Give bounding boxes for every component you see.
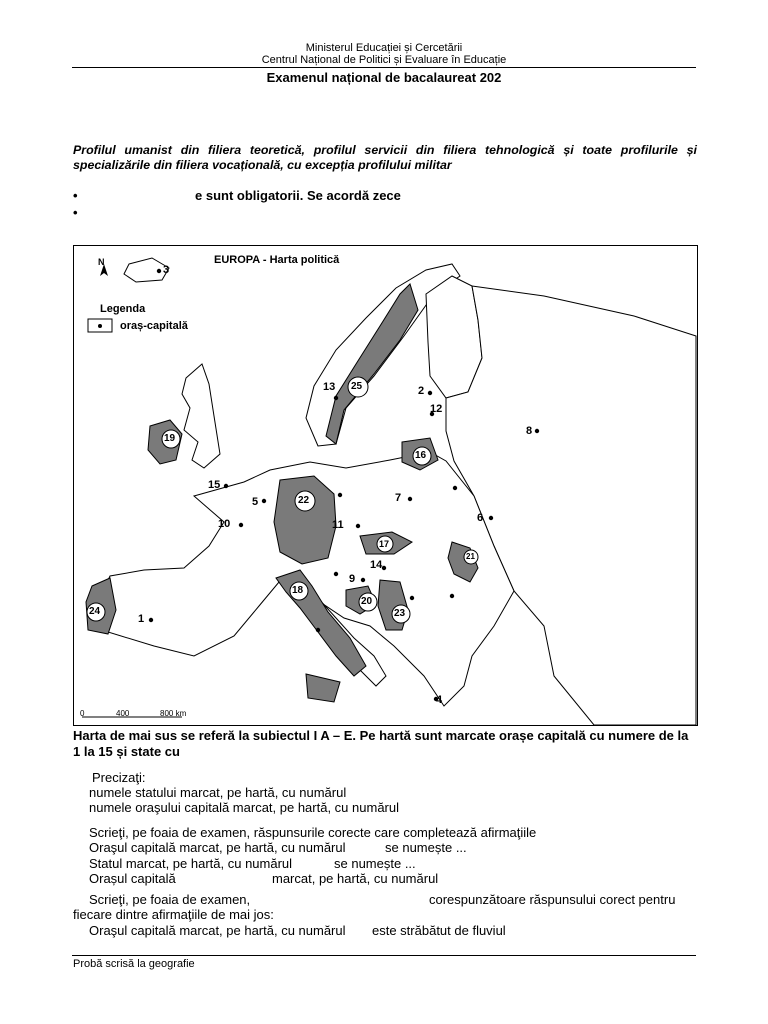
section-c-heading-b: corespunzătoare răspunsului corect pentru [429, 892, 676, 907]
city-label-13: 13 [323, 381, 336, 393]
capital-dot [453, 486, 457, 490]
header-rule [72, 67, 696, 68]
map-drawing [74, 246, 697, 725]
capital-dot [157, 269, 161, 273]
city-label-8: 8 [526, 425, 533, 437]
state-label-25: 25 [351, 381, 363, 392]
scale-800: 800 km [160, 709, 187, 718]
scale-0: 0 [80, 709, 85, 718]
state-label-24: 24 [89, 606, 101, 617]
north-label: N [98, 257, 105, 267]
city-label-9: 9 [349, 573, 356, 585]
bullet-marker-1: • [73, 188, 78, 203]
state-22-germany [274, 476, 336, 564]
legend-item: oraș-capitală [120, 320, 188, 332]
footer-rule [72, 955, 696, 956]
state-sicily [306, 674, 340, 702]
capital-dot [356, 524, 360, 528]
section-b-item-1b: se numește ... [385, 840, 467, 855]
capital-dot [262, 499, 266, 503]
capital-dot [382, 566, 386, 570]
state-label-21: 21 [466, 552, 475, 561]
capital-dot [361, 578, 365, 582]
state-label-16: 16 [415, 450, 427, 461]
capital-dot [408, 497, 412, 501]
center-name: Centrul Național de Politici și Evaluare în Educație [261, 54, 507, 66]
capital-dot [334, 572, 338, 576]
europe-political-map [73, 245, 698, 726]
russia-shape [446, 286, 696, 725]
city-label-6: 6 [477, 512, 484, 524]
state-label-17: 17 [379, 539, 390, 549]
capital-dot [239, 523, 243, 527]
section-b-heading: Scrieţi, pe foaia de examen, răspunsurile corecte care completează afirmaţiile [89, 825, 537, 840]
city-label-3: 3 [163, 264, 170, 276]
bullet-marker-2: • [73, 205, 78, 220]
city-label-14: 14 [370, 559, 383, 571]
city-label-1: 1 [138, 613, 145, 625]
capital-dot [334, 396, 338, 400]
capital-dot [489, 516, 493, 520]
city-label-11: 11 [332, 519, 344, 531]
city-label-10: 10 [218, 518, 231, 530]
capital-dot [428, 391, 432, 395]
section-a-heading: Precizaţi: [92, 770, 146, 785]
section-c-item-a: Oraşul capitală marcat, pe hartă, cu numărul [89, 923, 346, 938]
section-b-item-2a: Statul marcat, pe hartă, cu numărul [89, 856, 293, 871]
city-label-2: 2 [418, 385, 425, 397]
capital-dot [410, 596, 414, 600]
profile-text: Profilul umanist din filiera teoretică, profilul servicii din filiera tehnologică și toate profilurile și specializările din filiera vocațională, cu excepția profilului militar [73, 143, 697, 172]
city-label-12: 12 [430, 403, 443, 415]
city-label-4: 4 [436, 694, 443, 706]
state-label-23: 23 [394, 608, 406, 619]
scale-400: 400 [116, 709, 130, 718]
map-title: EUROPA - Harta politică [214, 254, 340, 266]
map-intro: Harta de mai sus se referă la subiectul I A – E. Pe hartă sunt marcate orașe capitală cu numere de la 1 la 15 și state cu [73, 728, 689, 759]
section-c-heading-c: fiecare dintre afirmaţiile de mai jos: [73, 907, 274, 922]
city-label-15: 15 [208, 479, 221, 491]
section-b-item-2b: se numește ... [334, 856, 416, 871]
city-label-7: 7 [395, 492, 402, 504]
state-label-19: 19 [164, 433, 176, 444]
footer-text: Probă scrisă la geografie [73, 958, 195, 970]
section-a-item-1: numele statului marcat, pe hartă, cu numărul [89, 785, 347, 800]
state-label-22: 22 [298, 495, 310, 506]
capital-dot [450, 594, 454, 598]
capital-dot [338, 493, 342, 497]
legend-dot-icon [98, 324, 102, 328]
section-c-item-b: este străbătut de fluviul [372, 923, 506, 938]
section-b-item-3b: marcat, pe hartă, cu numărul [272, 871, 439, 886]
capital-dot [149, 618, 153, 622]
section-c-heading-a: Scrieţi, pe foaia de examen, [89, 892, 251, 907]
great-britain-shape [182, 364, 220, 468]
section-b-item-1a: Oraşul capitală marcat, pe hartă, cu numărul [89, 840, 346, 855]
capital-dot [224, 484, 228, 488]
state-label-18: 18 [292, 585, 304, 596]
ministry-name: Ministerul Educației și Cercetării [305, 42, 463, 54]
capital-dot [316, 628, 320, 632]
state-label-20: 20 [361, 596, 373, 607]
section-b-item-3a: Orașul capitală [89, 871, 176, 886]
city-label-5: 5 [252, 496, 259, 508]
bullet-text-1: e sunt obligatorii. Se acordă zece [195, 188, 401, 203]
section-a-item-2: numele oraşului capitală marcat, pe hartă, cu numărul [89, 800, 399, 815]
exam-title: Examenul național de bacalaureat 202 [266, 70, 502, 85]
legend-title: Legenda [100, 303, 146, 315]
capital-dot [535, 429, 539, 433]
